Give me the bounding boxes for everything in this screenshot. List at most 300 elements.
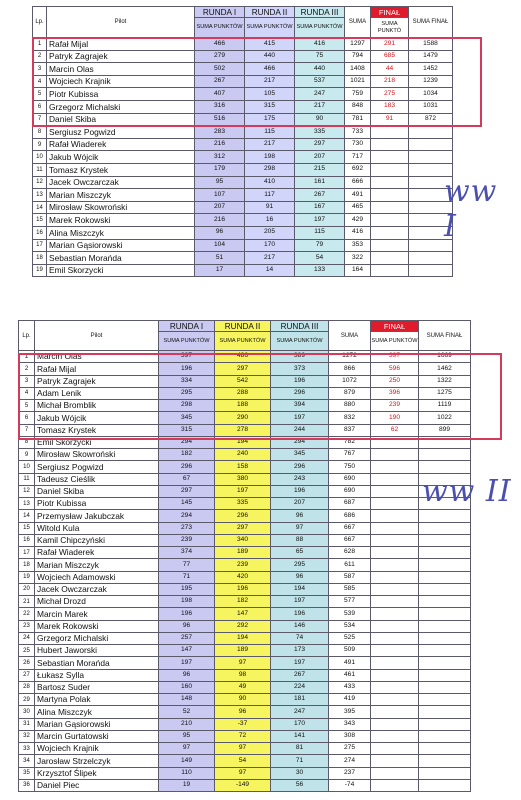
round3-score: 133 bbox=[295, 264, 345, 277]
round2-score: 97 bbox=[215, 767, 271, 779]
final-sum-cell bbox=[409, 138, 453, 151]
pilot-name: Bartosz Suder bbox=[35, 681, 159, 693]
sum-cell: 465 bbox=[345, 201, 371, 214]
round3-score: 294 bbox=[271, 436, 329, 448]
pilot-name: Adam Lenik bbox=[35, 387, 159, 399]
lp-cell: 34 bbox=[19, 755, 35, 767]
sum-cell: 794 bbox=[345, 50, 371, 63]
round1-score: 298 bbox=[159, 400, 215, 412]
lp-cell: 9 bbox=[33, 138, 47, 151]
round1-score: 216 bbox=[195, 214, 245, 227]
final-score bbox=[371, 730, 419, 742]
lp-cell: 6 bbox=[33, 100, 47, 113]
round1-score: 345 bbox=[159, 412, 215, 424]
round3-score: 90 bbox=[295, 113, 345, 126]
round2-score: 198 bbox=[245, 151, 295, 164]
final-sum-cell bbox=[419, 436, 471, 448]
table-row bbox=[33, 100, 453, 113]
pilot-name: Daniel Skiba bbox=[35, 485, 159, 497]
pilot-name: Tomasz Krystek bbox=[47, 163, 195, 176]
round3-score: 65 bbox=[271, 547, 329, 559]
pilot-name: Rafał Mijal bbox=[47, 38, 195, 51]
round2-score: 420 bbox=[215, 571, 271, 583]
pilot-name: Marcin Marek bbox=[35, 608, 159, 620]
lp-cell: 18 bbox=[33, 252, 47, 265]
final-score bbox=[371, 239, 409, 252]
round3-score: 207 bbox=[295, 151, 345, 164]
round2-score: 288 bbox=[215, 387, 271, 399]
lp-cell: 8 bbox=[19, 436, 35, 448]
table-row bbox=[33, 50, 453, 63]
sum-cell: 717 bbox=[345, 151, 371, 164]
table-row bbox=[19, 718, 471, 730]
handwritten-note: ww I bbox=[444, 174, 498, 244]
pilot-header: Pilot bbox=[35, 321, 159, 351]
round2-score: 97 bbox=[215, 657, 271, 669]
round1-score: 97 bbox=[159, 743, 215, 755]
final-sum-cell bbox=[419, 657, 471, 669]
round3-score: 345 bbox=[271, 449, 329, 461]
round2-score: 315 bbox=[245, 100, 295, 113]
pilot-name: Rafał Mijal bbox=[35, 363, 159, 375]
final-score bbox=[371, 534, 419, 546]
final-sum-cell bbox=[419, 547, 471, 559]
final-sum-cell: 1239 bbox=[409, 75, 453, 88]
lp-cell: 14 bbox=[33, 201, 47, 214]
pilot-name: Rafał Wiaderek bbox=[35, 547, 159, 559]
round1-score: 110 bbox=[159, 767, 215, 779]
table-row bbox=[19, 498, 471, 510]
table-row bbox=[19, 608, 471, 620]
sum-cell: 416 bbox=[345, 226, 371, 239]
sum-cell: 587 bbox=[329, 571, 371, 583]
final-score bbox=[371, 176, 409, 189]
table-row bbox=[19, 620, 471, 632]
final-score: 91 bbox=[371, 113, 409, 126]
final-sum-cell bbox=[419, 571, 471, 583]
sum-cell: 525 bbox=[329, 632, 371, 644]
lp-cell: 28 bbox=[19, 681, 35, 693]
final-score bbox=[371, 252, 409, 265]
table-row bbox=[19, 473, 471, 485]
round3-score: 297 bbox=[295, 138, 345, 151]
round1-score: 147 bbox=[159, 645, 215, 657]
round3-score: 394 bbox=[271, 400, 329, 412]
round1-score: 104 bbox=[195, 239, 245, 252]
round2-score: 54 bbox=[215, 755, 271, 767]
final-score bbox=[371, 669, 419, 681]
lp-cell: 10 bbox=[19, 461, 35, 473]
sum-cell: 539 bbox=[329, 608, 371, 620]
table-row bbox=[19, 706, 471, 718]
lp-cell: 2 bbox=[19, 363, 35, 375]
final-header: FINAŁ bbox=[371, 7, 409, 18]
sum-cell: 832 bbox=[329, 412, 371, 424]
round2-score: 415 bbox=[245, 38, 295, 51]
round1-score: 197 bbox=[159, 657, 215, 669]
round1-score: 273 bbox=[159, 522, 215, 534]
round3-score: 295 bbox=[271, 559, 329, 571]
sum-cell: 491 bbox=[345, 189, 371, 202]
sum-cell: 534 bbox=[329, 620, 371, 632]
round1-score: 179 bbox=[195, 163, 245, 176]
round2-score: 292 bbox=[215, 620, 271, 632]
results-table-1 bbox=[32, 6, 453, 277]
table-row bbox=[19, 694, 471, 706]
final-score bbox=[371, 559, 419, 571]
table-row bbox=[19, 436, 471, 448]
final-score bbox=[371, 126, 409, 139]
round2-subheader: SUMA PUNKTÓW bbox=[215, 332, 271, 351]
table-row bbox=[19, 755, 471, 767]
round3-score: 247 bbox=[295, 88, 345, 101]
lp-cell: 31 bbox=[19, 718, 35, 730]
round2-header: RUNDA II bbox=[245, 7, 295, 18]
final-score bbox=[371, 226, 409, 239]
final-sum-cell bbox=[419, 449, 471, 461]
final-score bbox=[371, 498, 419, 510]
sum-cell: 1272 bbox=[329, 351, 371, 363]
pilot-name: Daniel Skiba bbox=[47, 113, 195, 126]
final-score bbox=[371, 645, 419, 657]
lp-cell: 12 bbox=[19, 485, 35, 497]
final-score: 190 bbox=[371, 412, 419, 424]
table-row bbox=[33, 214, 453, 227]
round2-score: 197 bbox=[215, 485, 271, 497]
lp-cell: 17 bbox=[19, 547, 35, 559]
final-sum-cell bbox=[419, 596, 471, 608]
final-sum-cell bbox=[409, 151, 453, 164]
sum-cell: 667 bbox=[329, 534, 371, 546]
round2-score: 16 bbox=[245, 214, 295, 227]
lp-cell: 1 bbox=[19, 351, 35, 363]
table-row bbox=[19, 596, 471, 608]
lp-cell: 22 bbox=[19, 608, 35, 620]
round1-score: 294 bbox=[159, 510, 215, 522]
sum-cell: 1408 bbox=[345, 63, 371, 76]
round1-score: 96 bbox=[195, 226, 245, 239]
round3-score: 416 bbox=[295, 38, 345, 51]
round3-score: 161 bbox=[295, 176, 345, 189]
table-row bbox=[33, 63, 453, 76]
final-score bbox=[371, 620, 419, 632]
pilot-name: Sebastian Morańda bbox=[47, 252, 195, 265]
final-score bbox=[371, 571, 419, 583]
table-row bbox=[19, 351, 471, 363]
pilot-name: Martyna Polak bbox=[35, 694, 159, 706]
round1-header: RUNDA I bbox=[159, 321, 215, 332]
lp-cell: 15 bbox=[19, 522, 35, 534]
final-sum-cell bbox=[419, 522, 471, 534]
lp-cell: 1 bbox=[33, 38, 47, 51]
round2-score: 486 bbox=[215, 351, 271, 363]
table-row bbox=[19, 485, 471, 497]
table-row bbox=[19, 645, 471, 657]
final-sum-cell bbox=[419, 755, 471, 767]
sum-cell: 491 bbox=[329, 657, 371, 669]
lp-cell: 19 bbox=[19, 571, 35, 583]
round3-score: 141 bbox=[271, 730, 329, 742]
round3-score: 296 bbox=[271, 387, 329, 399]
lp-cell: 8 bbox=[33, 126, 47, 139]
round3-score: 196 bbox=[271, 485, 329, 497]
lp-cell: 21 bbox=[19, 596, 35, 608]
round2-score: 189 bbox=[215, 547, 271, 559]
round2-score: 217 bbox=[245, 252, 295, 265]
round3-score: 194 bbox=[271, 583, 329, 595]
table-row bbox=[33, 75, 453, 88]
round3-score: 96 bbox=[271, 510, 329, 522]
table-row bbox=[19, 412, 471, 424]
round1-score: 466 bbox=[195, 38, 245, 51]
pilot-name: Marcin Olas bbox=[47, 63, 195, 76]
final-sum-cell: 1031 bbox=[409, 100, 453, 113]
round1-score: 198 bbox=[159, 596, 215, 608]
round1-score: 107 bbox=[195, 189, 245, 202]
lp-cell: 23 bbox=[19, 620, 35, 632]
table-row bbox=[33, 264, 453, 277]
table-row bbox=[19, 730, 471, 742]
pilot-name: Sergiusz Pogwizd bbox=[47, 126, 195, 139]
final-score bbox=[371, 718, 419, 730]
sum-cell: 686 bbox=[329, 510, 371, 522]
table-row bbox=[19, 375, 471, 387]
table-row bbox=[19, 571, 471, 583]
round3-score: 537 bbox=[295, 75, 345, 88]
round3-score: 197 bbox=[295, 214, 345, 227]
round1-score: 279 bbox=[195, 50, 245, 63]
pilot-name: Witold Kula bbox=[35, 522, 159, 534]
round3-score: 215 bbox=[295, 163, 345, 176]
final-score: 685 bbox=[371, 50, 409, 63]
lp-cell: 19 bbox=[33, 264, 47, 277]
round2-score: 466 bbox=[245, 63, 295, 76]
pilot-name: Hubert Jaworski bbox=[35, 645, 159, 657]
round2-score: 440 bbox=[245, 50, 295, 63]
final-score bbox=[371, 436, 419, 448]
round1-score: 17 bbox=[195, 264, 245, 277]
final-score bbox=[371, 779, 419, 791]
table-row bbox=[19, 779, 471, 791]
lp-cell: 32 bbox=[19, 730, 35, 742]
sum-cell: -74 bbox=[329, 779, 371, 791]
sum-cell: 611 bbox=[329, 559, 371, 571]
sum-cell: 509 bbox=[329, 645, 371, 657]
final-sum-cell: 1119 bbox=[419, 400, 471, 412]
final-score: 396 bbox=[371, 387, 419, 399]
final-sum-cell bbox=[419, 620, 471, 632]
sum-cell: 880 bbox=[329, 400, 371, 412]
lp-cell: 18 bbox=[19, 559, 35, 571]
final-sum-cell bbox=[419, 718, 471, 730]
round1-score: 374 bbox=[159, 547, 215, 559]
pilot-name: Sebastian Morańda bbox=[35, 657, 159, 669]
final-score: 397 bbox=[371, 351, 419, 363]
round3-score: 56 bbox=[271, 779, 329, 791]
round3-score: 197 bbox=[271, 596, 329, 608]
pilot-name: Sergiusz Pogwizd bbox=[35, 461, 159, 473]
round1-score: 294 bbox=[159, 436, 215, 448]
final-subheader: SUMA PUNKTÓ bbox=[371, 18, 409, 38]
table-row bbox=[19, 387, 471, 399]
round2-score: 91 bbox=[245, 201, 295, 214]
table-row bbox=[19, 400, 471, 412]
round2-score: 117 bbox=[245, 189, 295, 202]
sum-cell: 433 bbox=[329, 681, 371, 693]
round3-score: 75 bbox=[295, 50, 345, 63]
lp-cell: 9 bbox=[19, 449, 35, 461]
sum-cell: 692 bbox=[345, 163, 371, 176]
lp-cell: 29 bbox=[19, 694, 35, 706]
pilot-name: Michał Drozd bbox=[35, 596, 159, 608]
round3-score: 173 bbox=[271, 645, 329, 657]
sum-cell: 782 bbox=[329, 436, 371, 448]
final-sum-cell: 1479 bbox=[409, 50, 453, 63]
round2-score: 72 bbox=[215, 730, 271, 742]
final-sum-cell bbox=[419, 779, 471, 791]
final-sum-cell: 1452 bbox=[409, 63, 453, 76]
table-row bbox=[33, 163, 453, 176]
final-sum-cell bbox=[419, 730, 471, 742]
round1-score: 145 bbox=[159, 498, 215, 510]
lp-header: Lp. bbox=[33, 7, 47, 38]
pilot-name: Marek Rokowski bbox=[47, 214, 195, 227]
lp-cell: 16 bbox=[19, 534, 35, 546]
round2-score: 96 bbox=[215, 706, 271, 718]
lp-cell: 7 bbox=[19, 424, 35, 436]
sum-cell: 690 bbox=[329, 473, 371, 485]
final-sum-cell bbox=[419, 743, 471, 755]
sum-cell: 730 bbox=[345, 138, 371, 151]
table-row bbox=[33, 201, 453, 214]
lp-cell: 10 bbox=[33, 151, 47, 164]
round3-score: 167 bbox=[295, 201, 345, 214]
round1-score: 296 bbox=[159, 461, 215, 473]
round2-score: 290 bbox=[215, 412, 271, 424]
final-score: 275 bbox=[371, 88, 409, 101]
pilot-name: Mirosław Skowroński bbox=[35, 449, 159, 461]
final-score: 218 bbox=[371, 75, 409, 88]
round3-score: 335 bbox=[295, 126, 345, 139]
pilot-name: Piotr Kubissa bbox=[47, 88, 195, 101]
final-sum-cell bbox=[419, 669, 471, 681]
table-row bbox=[33, 126, 453, 139]
pilot-name: Emil Skorzycki bbox=[35, 436, 159, 448]
round1-score: 148 bbox=[159, 694, 215, 706]
round1-score: 195 bbox=[159, 583, 215, 595]
table-row bbox=[19, 559, 471, 571]
sum-cell: 759 bbox=[345, 88, 371, 101]
round3-score: 97 bbox=[271, 522, 329, 534]
pilot-name: Tadeusz Cieślik bbox=[35, 473, 159, 485]
pilot-name: Marian Gąsiorowski bbox=[47, 239, 195, 252]
final-score: 250 bbox=[371, 375, 419, 387]
round1-score: 239 bbox=[159, 534, 215, 546]
table-row bbox=[19, 583, 471, 595]
final-score bbox=[371, 449, 419, 461]
final-sum-cell: 1588 bbox=[409, 38, 453, 51]
round3-subheader: SUMA PUNKTÓW bbox=[271, 332, 329, 351]
round1-score: 216 bbox=[195, 138, 245, 151]
round1-score: 283 bbox=[195, 126, 245, 139]
sum-cell: 866 bbox=[329, 363, 371, 375]
pilot-name: Wojciech Krajnik bbox=[35, 743, 159, 755]
pilot-name: Grzegorz Michalski bbox=[35, 632, 159, 644]
final-score: 596 bbox=[371, 363, 419, 375]
lp-cell: 26 bbox=[19, 657, 35, 669]
final-sum-cell bbox=[419, 645, 471, 657]
pilot-name: Daniel Piec bbox=[35, 779, 159, 791]
pilot-name: Jakub Wójcik bbox=[47, 151, 195, 164]
final-score bbox=[371, 547, 419, 559]
round2-score: 297 bbox=[215, 522, 271, 534]
round1-score: 397 bbox=[159, 351, 215, 363]
round1-score: 210 bbox=[159, 718, 215, 730]
round3-subheader: SUMA PUNKTÓW bbox=[295, 18, 345, 38]
round3-score: 217 bbox=[295, 100, 345, 113]
sum-cell: 1297 bbox=[345, 38, 371, 51]
final-sum-cell bbox=[419, 510, 471, 522]
handwritten-note: ww II bbox=[422, 474, 512, 509]
round3-score: 207 bbox=[271, 498, 329, 510]
round2-score: 240 bbox=[215, 449, 271, 461]
sum-cell: 667 bbox=[329, 522, 371, 534]
lp-cell: 4 bbox=[33, 75, 47, 88]
lp-cell: 14 bbox=[19, 510, 35, 522]
round3-score: 196 bbox=[271, 375, 329, 387]
pilot-name: Alina Miszczyk bbox=[35, 706, 159, 718]
table-row bbox=[19, 449, 471, 461]
round2-score: 542 bbox=[215, 375, 271, 387]
table-row bbox=[33, 226, 453, 239]
lp-cell: 17 bbox=[33, 239, 47, 252]
results-sheet-2 bbox=[18, 320, 518, 796]
pilot-name: Jakub Wójcik bbox=[35, 412, 159, 424]
round3-score: 181 bbox=[271, 694, 329, 706]
pilot-name: Tomasz Krystek bbox=[35, 424, 159, 436]
round2-score: 98 bbox=[215, 669, 271, 681]
sum-cell: 585 bbox=[329, 583, 371, 595]
table-row bbox=[33, 176, 453, 189]
final-sum-cell bbox=[419, 534, 471, 546]
round3-score: 79 bbox=[295, 239, 345, 252]
table-row bbox=[19, 743, 471, 755]
round2-score: 182 bbox=[215, 596, 271, 608]
final-sum-cell: 1462 bbox=[419, 363, 471, 375]
table-row bbox=[19, 534, 471, 546]
pilot-name: Łukasz Sylla bbox=[35, 669, 159, 681]
round2-score: 175 bbox=[245, 113, 295, 126]
final-score bbox=[371, 473, 419, 485]
sum-cell: 848 bbox=[345, 100, 371, 113]
round1-header: RUNDA I bbox=[195, 7, 245, 18]
round2-score: 90 bbox=[215, 694, 271, 706]
sum-cell: 750 bbox=[329, 461, 371, 473]
round2-score: 298 bbox=[245, 163, 295, 176]
pilot-name: Marian Miszczyk bbox=[47, 189, 195, 202]
pilot-name: Jacek Owczarczak bbox=[47, 176, 195, 189]
round3-score: 197 bbox=[271, 657, 329, 669]
table-row bbox=[19, 510, 471, 522]
round3-score: 115 bbox=[295, 226, 345, 239]
table-row bbox=[33, 239, 453, 252]
final-score bbox=[371, 681, 419, 693]
table-row bbox=[19, 681, 471, 693]
final-score bbox=[371, 189, 409, 202]
final-sum-cell bbox=[419, 767, 471, 779]
sum-cell: 275 bbox=[329, 743, 371, 755]
round2-score: 205 bbox=[245, 226, 295, 239]
